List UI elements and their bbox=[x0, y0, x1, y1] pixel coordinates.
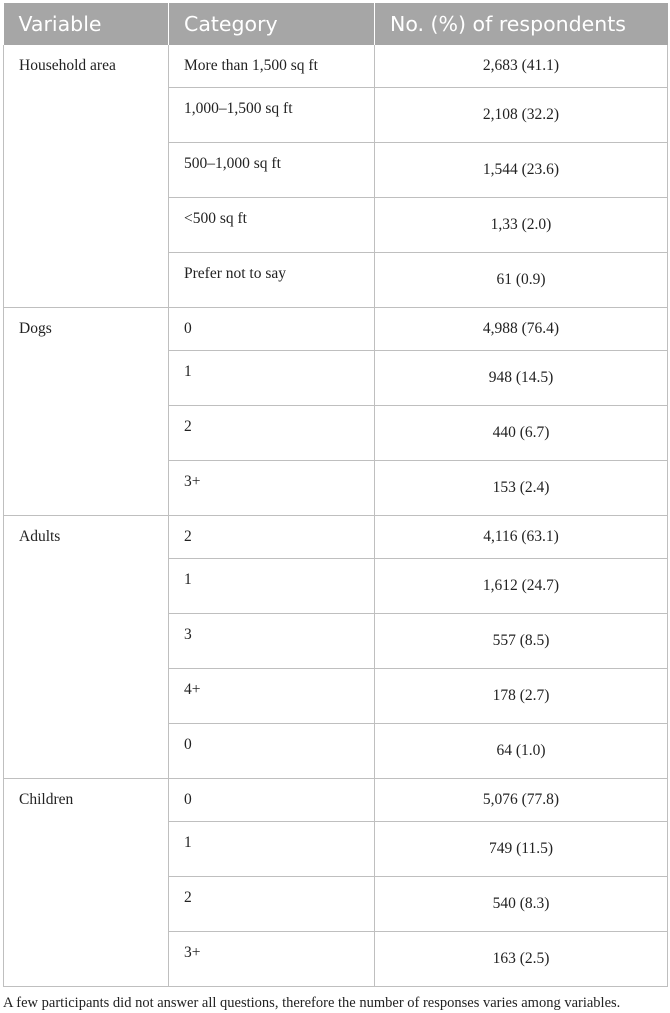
header-row bbox=[4, 3, 668, 45]
category-cell: 2 bbox=[169, 516, 375, 559]
table-container bbox=[3, 3, 667, 1013]
variable-cell: Household area bbox=[4, 45, 169, 308]
variable-cell: Dogs bbox=[4, 308, 169, 516]
respondents-cell: 4,988 (76.4) bbox=[375, 308, 668, 351]
table-row bbox=[4, 516, 668, 559]
table-row bbox=[4, 45, 668, 88]
respondents-cell: 4,116 (63.1) bbox=[375, 516, 668, 559]
category-cell: 4+ bbox=[169, 669, 375, 724]
respondents-cell: 178 (2.7) bbox=[375, 669, 668, 724]
table-footnote: A few participants did not answer all questions, therefore the number of responses varies among variables. bbox=[3, 995, 621, 1011]
category-cell: 3 bbox=[169, 614, 375, 669]
header-variable: Variable bbox=[4, 3, 169, 45]
category-cell: 500–1,000 sq ft bbox=[169, 143, 375, 198]
category-cell: 1 bbox=[169, 559, 375, 614]
respondents-cell: 2,683 (41.1) bbox=[375, 45, 668, 88]
respondents-cell: 163 (2.5) bbox=[375, 932, 668, 987]
respondents-cell: 153 (2.4) bbox=[375, 461, 668, 516]
category-cell: 3+ bbox=[169, 932, 375, 987]
respondents-cell: 5,076 (77.8) bbox=[375, 779, 668, 822]
category-cell: More than 1,500 sq ft bbox=[169, 45, 375, 88]
respondents-cell: 1,33 (2.0) bbox=[375, 198, 668, 253]
respondents-cell: 64 (1.0) bbox=[375, 724, 668, 779]
variable-cell: Children bbox=[4, 779, 169, 987]
category-cell: 3+ bbox=[169, 461, 375, 516]
category-cell: 1 bbox=[169, 351, 375, 406]
category-cell: 2 bbox=[169, 877, 375, 932]
respondents-cell: 1,544 (23.6) bbox=[375, 143, 668, 198]
category-cell: 1 bbox=[169, 822, 375, 877]
variable-cell: Adults bbox=[4, 516, 169, 779]
respondents-cell: 557 (8.5) bbox=[375, 614, 668, 669]
respondents-cell: 2,108 (32.2) bbox=[375, 88, 668, 143]
header-category: Category bbox=[169, 3, 375, 45]
respondents-cell: 948 (14.5) bbox=[375, 351, 668, 406]
respondents-cell: 749 (11.5) bbox=[375, 822, 668, 877]
header-respondents: No. (%) of respondents bbox=[375, 3, 668, 45]
category-cell: 0 bbox=[169, 724, 375, 779]
category-cell: 0 bbox=[169, 308, 375, 351]
respondents-cell: 540 (8.3) bbox=[375, 877, 668, 932]
table-body bbox=[4, 45, 668, 987]
category-cell: <500 sq ft bbox=[169, 198, 375, 253]
respondents-cell: 61 (0.9) bbox=[375, 253, 668, 308]
respondents-cell: 1,612 (24.7) bbox=[375, 559, 668, 614]
table-row bbox=[4, 308, 668, 351]
table-row bbox=[4, 779, 668, 822]
category-cell: Prefer not to say bbox=[169, 253, 375, 308]
respondents-cell: 440 (6.7) bbox=[375, 406, 668, 461]
category-cell: 2 bbox=[169, 406, 375, 461]
data-table bbox=[3, 3, 668, 987]
category-cell: 0 bbox=[169, 779, 375, 822]
category-cell: 1,000–1,500 sq ft bbox=[169, 88, 375, 143]
